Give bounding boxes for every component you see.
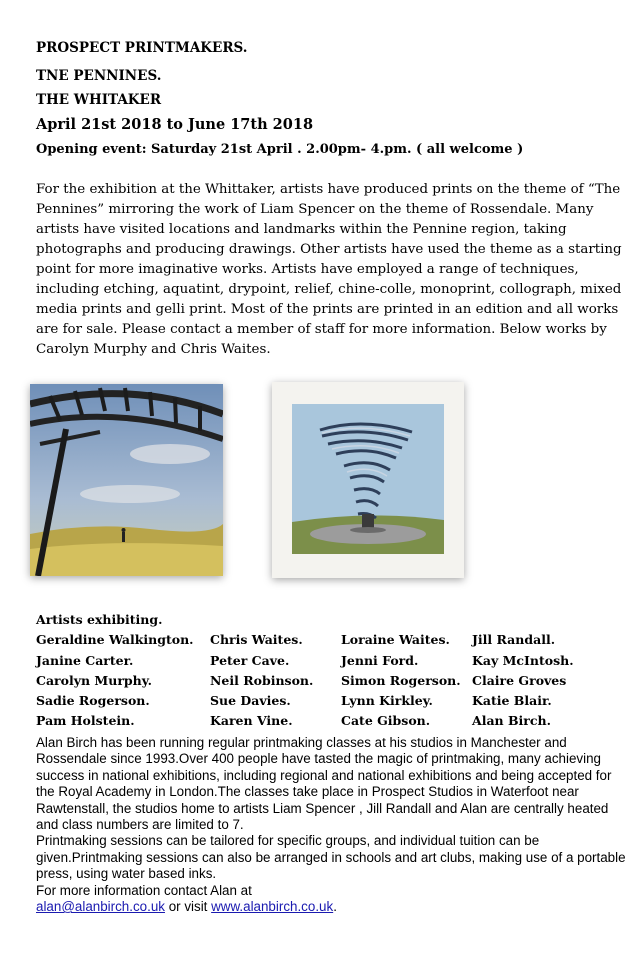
artist-name: Katie Blair. xyxy=(472,693,552,708)
classes-paragraph: Alan Birch has been running regular printmaking classes at his studios in Manchester and Rossendale since 1993.Over 400 people have tasted the magic of printmaking, many achieving success in national exhibitions, including regional and national exhibitions and being accepted for the Royal Academy in London.The classes take place in Prospect Studios in Waterfoot near Rawtenstall, the studios home to artists Liam Spencer , Jill Randall and Alan are centrally heated and class numbers are limited to 7. xyxy=(36,735,612,833)
closing-period: . xyxy=(333,899,337,915)
title-line-1: PROSPECT PRINTMAKERS. xyxy=(36,40,248,56)
artist-name: Sadie Rogerson. xyxy=(36,693,150,708)
artist-name: Janine Carter. xyxy=(36,653,134,668)
artist-name: Kay McIntosh. xyxy=(472,653,574,668)
classes-description xyxy=(36,735,626,915)
artist-name: Karen Vine. xyxy=(210,713,293,728)
artist-name: Claire Groves xyxy=(472,673,567,688)
artist-name: Simon Rogerson. xyxy=(341,673,461,688)
artist-name: Cate Gibson. xyxy=(341,713,431,728)
sessions-paragraph: Printmaking sessions can be tailored for specific groups, and individual tuition can be given.Printmaking sessions can also be arranged in schools and art clubs, making use of a portable press, using water based inks. xyxy=(36,833,626,882)
landscape-print-artwork xyxy=(30,384,223,576)
artist-name: Pam Holstein. xyxy=(36,713,135,728)
artist-name: Geraldine Walkington. xyxy=(36,632,194,647)
artist-name: Lynn Kirkley. xyxy=(341,693,433,708)
opening-event: Opening event: Saturday 21st April . 2.00pm- 4.pm. ( all welcome ) xyxy=(36,142,524,157)
artist-name: Loraine Waites. xyxy=(341,632,450,647)
title-line-3: THE WHITAKER xyxy=(36,92,162,108)
or-visit-text: or visit xyxy=(164,899,212,915)
title-line-2: TNE PENNINES. xyxy=(36,68,162,84)
artist-name: Alan Birch. xyxy=(472,713,551,728)
website-link[interactable]: www.alanbirch.co.uk xyxy=(211,899,334,915)
sculpture-print-artwork xyxy=(272,382,464,578)
artist-name: Sue Davies. xyxy=(210,693,291,708)
artist-name: Jill Randall. xyxy=(472,632,556,647)
artist-name: Neil Robinson. xyxy=(210,673,314,688)
contact-line: For more information contact Alan at xyxy=(36,882,252,898)
email-link[interactable]: alan@alanbirch.co.uk xyxy=(36,899,165,915)
artist-name: Peter Cave. xyxy=(210,653,290,668)
contact-links xyxy=(36,899,626,915)
artist-name: Chris Waites. xyxy=(210,632,303,647)
chris-waites-print-image xyxy=(272,382,464,578)
carolyn-murphy-print-image xyxy=(30,384,223,576)
intro-paragraph: For the exhibition at the Whittaker, artists have produced prints on the theme of “The Pennines” mirroring the work of Liam Spencer on the theme of Rossendale. Many artists have visited locations and landmarks within the Pennine region, taking photographs and producing drawings. Other artists have used the theme as a starting point for more imaginative works. Artists have employed a range of techniques, including etching, aquatint, drypoint, relief, chine-colle, monoprint, collograph, mixed media prints and gelli print. Most of the prints are printed in an edition and all works are for sale. Please contact a member of staff for more information. Below works by Carolyn Murphy and Chris Waites. xyxy=(36,182,622,357)
artists-exhibiting-heading: Artists exhibiting. xyxy=(36,612,163,627)
artist-name: Carolyn Murphy. xyxy=(36,673,152,688)
artist-name: Jenni Ford. xyxy=(341,653,419,668)
exhibition-dates: April 21st 2018 to June 17th 2018 xyxy=(36,116,314,133)
